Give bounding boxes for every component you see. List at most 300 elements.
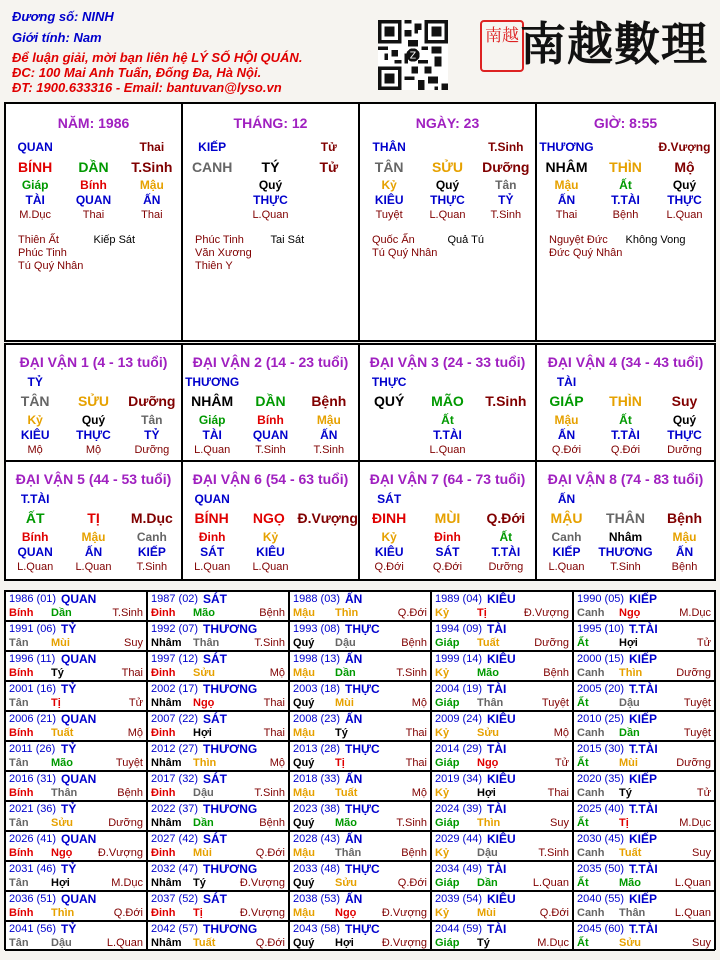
annual-cell-top [435,682,569,696]
dai-van-hidden-stems-cell: Mậu [672,530,697,544]
star-label: Không Vong [625,234,686,246]
annual-god: TÀI [487,682,507,696]
annual-cell-bottom [577,606,711,620]
annual-branch: Tý [335,727,348,739]
dai-van-ten-gods [6,545,181,560]
annual-cell [573,921,715,951]
pillar-life-stage-cell: Bệnh [612,209,639,221]
dai-van-hidden-stems-cell [360,412,418,428]
address: ĐC: 100 Mai Anh Tuấn, Đống Đa, Hà Nội. [12,65,262,80]
annual-year: 1991 (06) [9,623,57,635]
annual-stem: Quý [293,877,315,889]
annual-cell [147,651,289,681]
annual-branch: Dậu [477,847,498,859]
annual-branch: Sửu [335,877,358,889]
annual-life-stage: Mộ [269,667,285,679]
annual-branch: Ngọ [477,757,499,769]
annual-god: ẤN [345,772,363,786]
dai-van-main-row-cell: MÙI [434,510,461,526]
dai-van-life-stage [183,560,358,574]
dai-van-top-blank [123,375,181,390]
annual-cell-bottom [9,696,143,710]
dai-van-hidden-stems-cell: Ất [499,530,513,544]
annual-cell-bottom [577,756,711,770]
annual-cell [289,591,431,621]
dai-van-hidden-stems [537,529,714,545]
annual-god: KIẾP [629,592,658,606]
dai-van-top-row [183,375,358,390]
dai-van-hidden-stems-cell [477,412,535,428]
dai-van-ten-gods-cell: TÀI [202,428,222,442]
annual-cell [147,921,289,951]
pillar-top-row-cell: T.Sinh [488,140,524,154]
annual-cell-top [435,802,569,816]
pillar-life-stage-cell: M.Dục [19,209,52,221]
annual-cell-top [435,712,569,726]
dai-van-main-row [183,390,358,412]
pillar-hidden-stems [360,177,535,193]
dai-van-ten-gods-cell: ẤN [557,428,576,442]
annual-cell-top [9,652,143,666]
dai-van-ten-gods-cell [300,545,358,560]
annual-cell-bottom [9,816,143,830]
dai-van-life-stage-cell: Mộ [85,444,102,456]
dai-van-life-stage-cell: Dưỡng [667,444,702,456]
pillar-ten-gods [6,193,181,208]
pillar-main-row-cell: DẦN [78,159,109,175]
pillar-main-row-cell: BÍNH [18,159,53,175]
star-label [94,260,170,272]
star-label [94,247,170,259]
annual-branch: Dậu [51,937,72,949]
annual-year: 1988 (03) [293,593,341,605]
annual-cell-bottom [293,756,427,770]
dai-van-main-row-cell: TÂN [20,393,50,409]
annual-god: THỰC [345,862,380,876]
annual-life-stage: M.Dục [537,937,569,949]
dai-van-life-stage-cell: L.Quan [429,444,466,456]
pillar-main-row-cell: CANH [191,159,233,175]
annual-branch: Mão [619,877,641,889]
annual-god: TỶ [61,622,77,636]
annual-stem: Nhâm [151,877,182,889]
annual-cell [289,651,431,681]
dai-van-top-blank [596,375,655,390]
dai-van-main-row-cell: SỬU [77,393,110,409]
annual-god: KIÊU [487,892,516,906]
dai-van-hidden-stems-cell: Kỷ [27,413,43,427]
annual-stem: Ất [577,697,589,709]
annual-cell-top [9,772,143,786]
annual-year: 2005 (20) [577,683,625,695]
annual-cell [289,861,431,891]
pillar-stars [6,222,181,272]
annual-stem: Ất [577,937,589,949]
annual-god: QUAN [61,592,97,606]
annual-cell [289,891,431,921]
annual-branch: Thân [619,907,646,919]
annual-year: 1995 (10) [577,623,625,635]
annual-branch: Ngọ [335,907,357,919]
annual-cell [431,831,573,861]
dai-van-ten-gods-cell: ẤN [320,428,338,442]
annual-god: THƯƠNG [203,742,258,756]
annual-god: KIÊU [487,772,516,786]
pillar-ten-gods-cell [183,193,241,208]
dai-van-top-row [360,492,535,507]
annual-cell-bottom [9,606,143,620]
annual-cell-bottom [9,756,143,770]
dai-van-main-row-cell: THÂN [606,510,645,526]
seal-logo [480,20,524,72]
annual-life-stage: Bệnh [543,667,569,679]
pillar-life-stage-cell: L.Quan [666,209,703,221]
pillar-hidden-stems [6,177,181,193]
annual-cell-bottom [293,846,427,860]
annual-branch: Mão [51,757,73,769]
annual-cell-top [577,592,711,606]
annual-god: QUAN [61,832,97,846]
dai-van-main-row-cell: NGỌ [252,510,285,526]
annual-cell-top [435,892,569,906]
annual-god: SÁT [203,652,227,666]
annual-stem: Canh [577,727,605,739]
annual-cell [5,681,147,711]
annual-life-stage: Thai [263,697,285,709]
annual-god: T.TÀI [629,802,658,816]
dai-van-main-row-cell: NHÂM [191,393,234,409]
pillar-life-stage [537,208,714,222]
star-label [626,247,703,259]
annual-year: 2043 (58) [293,923,341,935]
dai-van-2 [183,345,360,462]
dai-van-top-row [360,375,535,390]
dai-van-hidden-stems-cell: Đinh [434,530,461,544]
pillar-main-row-cell: NHÂM [545,159,588,175]
dai-van-hidden-stems-cell: Tân [141,413,163,427]
annual-branch: Dần [619,727,640,739]
star-label [448,247,524,259]
annual-cell-top [577,622,711,636]
annual-stem: Kỷ [435,907,450,919]
annual-cell-bottom [293,786,427,800]
annual-cell [573,861,715,891]
pillar-ten-gods-cell [300,193,358,208]
annual-cell-bottom [577,786,711,800]
annual-branch: Tý [477,937,490,949]
annual-life-stage: Mộ [411,787,427,799]
pillar-top-row-cell [596,137,655,157]
annual-life-stage: Tử [128,697,143,709]
annual-god: KIẾP [629,772,658,786]
annual-cell [573,741,715,771]
annual-stem: Nhâm [151,937,182,949]
pillar-title: GIỜ: 8:55 [593,115,658,131]
annual-year: 2032 (47) [151,863,199,875]
dai-van-main-row-cell: Suy [671,393,698,409]
annual-cell [289,741,431,771]
annual-branch: Dậu [619,697,640,709]
annual-life-stage: Thai [121,667,143,679]
pillar-top-row-cell [418,137,476,157]
dai-van-grid [4,343,716,581]
annual-stem: Kỷ [435,727,450,739]
annual-cell-bottom [293,906,427,920]
annual-cell-bottom [435,666,569,680]
dai-van-main-row-cell: QUÝ [373,393,405,409]
annual-stem: Mậu [293,667,315,679]
annual-year: 1994 (09) [435,623,483,635]
annual-life-stage: Q.Đới [255,847,285,859]
pillar-life-stage-cell: Thai [82,209,105,221]
pillar-life-stage [6,208,181,222]
dai-van-hidden-stems [183,529,358,545]
annual-cell [147,741,289,771]
dai-van-life-stage-cell: L.Quan [548,561,585,573]
pillar-life-stage-cell: Thai [141,209,163,221]
annual-life-stage: Q.Đới [397,607,427,619]
annual-stem: Giáp [435,817,460,829]
annual-cell [5,831,147,861]
dai-van-main-row-cell: MẬU [550,510,583,526]
annual-year: 2004 (19) [435,683,483,695]
annual-cell [5,771,147,801]
dai-van-main-row-cell: DẦN [255,393,286,409]
annual-stem: Đinh [151,787,176,799]
dai-van-main-row [537,390,714,412]
annual-year: 2007 (22) [151,713,199,725]
pillar-ten-gods-cell: THỰC [253,193,288,207]
annual-cell-top [577,832,711,846]
pillar-ten-gods-cell: ẤN [557,193,576,207]
annual-year: 2026 (41) [9,833,57,845]
annual-cell [431,651,573,681]
annual-cell-top [435,772,569,786]
dai-van-ten-gods [360,545,535,560]
qr-center-label: Z [409,50,417,62]
owner-name: Đương số: NINH [12,9,114,24]
annual-cell-bottom [293,876,427,890]
dai-van-hidden-stems-cell: Bính [21,530,49,544]
annual-cell [147,831,289,861]
dai-van-ten-gods [6,428,181,443]
annual-cell-top [293,712,427,726]
annual-cell [5,741,147,771]
annual-god: ẤN [345,652,363,666]
annual-god: KIÊU [487,712,516,726]
annual-branch: Dậu [335,637,356,649]
dai-van-title: ĐẠI VẬN 8 (74 - 83 tuổi) [547,471,704,487]
annual-stem: Canh [577,907,605,919]
annual-cell-top [577,682,711,696]
annual-cell-bottom [9,636,143,650]
annual-cell-top [293,622,427,636]
dai-van-main-row-cell: GIÁP [549,393,584,409]
annual-god: THỰC [345,922,380,936]
pillar-ten-gods-cell: QUAN [75,193,112,207]
annual-cell [431,711,573,741]
pillar-top-row-cell: THÂN [372,140,406,154]
dai-van-1 [6,345,183,462]
annual-cell [431,591,573,621]
annual-cell [573,831,715,861]
annual-cell [289,771,431,801]
annual-life-stage: Dưỡng [534,637,569,649]
annual-cell [431,861,573,891]
dai-van-life-stage-cell: Q.Đới [610,444,641,456]
annual-year: 2009 (24) [435,713,483,725]
pillar-hidden-stems-cell [183,177,241,193]
annual-cell [147,771,289,801]
dai-van-3 [360,345,537,462]
annual-life-stage: L.Quan [674,907,711,919]
annual-cell-bottom [293,696,427,710]
annual-branch: Tị [51,697,61,709]
annual-cell-bottom [293,606,427,620]
pillar-life-stage [183,208,358,222]
pillar-ten-gods-cell: THỰC [667,193,702,207]
annual-cell-bottom [9,876,143,890]
annual-year: 1998 (13) [293,653,341,665]
annual-stem: Tân [9,817,29,829]
annual-year: 1992 (07) [151,623,199,635]
annual-god: THƯƠNG [203,922,258,936]
dai-van-life-stage-cell [300,560,358,574]
annual-cell-top [151,592,285,606]
annual-god: T.TÀI [629,922,658,936]
dai-van-hidden-stems [537,412,714,428]
dai-van-ten-gods-cell: KIẾP [552,545,581,559]
annual-branch: Thìn [335,607,359,619]
pillar-main-row [183,157,358,177]
dai-van-ten-gods-cell: KIÊU [20,428,50,442]
annual-cell [573,651,715,681]
annual-cell [573,711,715,741]
annual-cell-bottom [9,786,143,800]
annual-life-stage: Dưỡng [676,667,711,679]
star-label [271,260,347,272]
annual-cell-bottom [435,726,569,740]
dai-van-life-stage-cell: Q.Đới [374,561,404,573]
annual-cell-bottom [151,876,285,890]
annual-stem: Bính [9,847,34,859]
dai-van-main-row [6,390,181,412]
annual-god: KIẾP [629,892,658,906]
annual-cell-bottom [151,606,285,620]
annual-cell [431,681,573,711]
annual-cell-top [435,652,569,666]
annual-cell [5,861,147,891]
annual-stem: Canh [577,607,605,619]
pillar-stars [537,222,714,260]
annual-life-stage: Tử [554,757,569,769]
qr-code[interactable] [378,20,448,90]
dai-van-main-row-cell: Q.Đới [486,510,526,526]
pillar-top-row-cell: Đ.Vượng [658,140,711,154]
annual-cell-bottom [577,876,711,890]
annual-cell [431,801,573,831]
annual-god: THỰC [345,802,380,816]
dai-van-top-blank [418,492,476,507]
pillar-title: NĂM: 1986 [57,115,130,131]
dai-van-ten-gods-cell: THƯƠNG [598,545,653,559]
annual-god: SÁT [203,832,227,846]
annual-life-stage: Tử [696,787,711,799]
pillar-main-row-cell: THÌN [609,159,642,175]
annual-cell [147,891,289,921]
annual-cell-bottom [577,696,711,710]
annual-branch: Tuất [335,787,358,799]
dai-van-hidden-stems-cell: Đinh [198,530,226,544]
annual-year: 2025 (40) [577,803,625,815]
annual-life-stage: Đ.Vượng [239,907,285,919]
annual-year: 1993 (08) [293,623,341,635]
annual-cell-top [151,712,285,726]
annual-life-stage: M.Dục [679,817,711,829]
annual-stem: Mậu [293,727,315,739]
annual-branch: Tuất [193,937,216,949]
annual-branch: Ngọ [619,607,641,619]
dai-van-main-row [537,507,714,529]
dai-van-life-stage [360,560,535,574]
annual-stem: Kỷ [435,847,450,859]
annual-stem: Bính [9,787,34,799]
dai-van-life-stage-cell: Mộ [27,444,43,456]
annual-god: TỶ [61,862,77,876]
annual-life-stage: Đ.Vượng [523,607,569,619]
annual-branch: Tị [619,817,629,829]
annual-branch: Thìn [193,757,217,769]
annual-branch: Thân [51,787,78,799]
dai-van-4 [537,345,714,462]
annual-branch: Hợi [477,787,496,799]
dai-van-life-stage-cell: L.Quan [17,561,54,573]
dai-van-life-stage-cell [477,443,535,457]
annual-year: 2033 (48) [293,863,341,875]
dai-van-life-stage [6,560,181,574]
annual-cell-bottom [577,666,711,680]
annual-cell-top [293,682,427,696]
annual-god: TỶ [61,802,77,816]
dai-van-title: ĐẠI VẬN 1 (4 - 13 tuổi) [19,354,168,370]
annual-cell-top [9,832,143,846]
dai-van-top-god: T.TÀI [20,492,50,506]
annual-cell-bottom [293,666,427,680]
pillar-main-row-cell: T.Sinh [131,159,173,175]
annual-cell-bottom [151,756,285,770]
annual-god: SÁT [203,712,227,726]
dai-van-hidden-stems-cell: Mậu [316,413,341,427]
annual-stem: Tân [9,697,29,709]
annual-cell [431,741,573,771]
annual-branch: Mùi [51,637,70,649]
dai-van-top-blank [64,492,122,507]
dai-van-top-blank [241,492,299,507]
annual-branch: Dần [51,607,72,619]
dai-van-top-god: TỶ [27,375,43,389]
brand-title: 南越數理 [520,17,708,71]
dai-van-life-stage-cell: L.Quan [75,561,112,573]
dai-van-ten-gods-cell: T.TÀI [433,428,462,442]
annual-life-stage: Bệnh [259,817,285,829]
dai-van-main-row-cell: ẤT [25,510,45,526]
dai-van-ten-gods-cell: KIÊU [256,545,285,559]
annual-cell-bottom [435,756,569,770]
annual-life-stage: Suy [692,847,711,859]
pillar-hidden-stems [537,177,714,193]
annual-stem: Tân [9,937,29,949]
dai-van-top-god: THƯƠNG [185,375,240,389]
